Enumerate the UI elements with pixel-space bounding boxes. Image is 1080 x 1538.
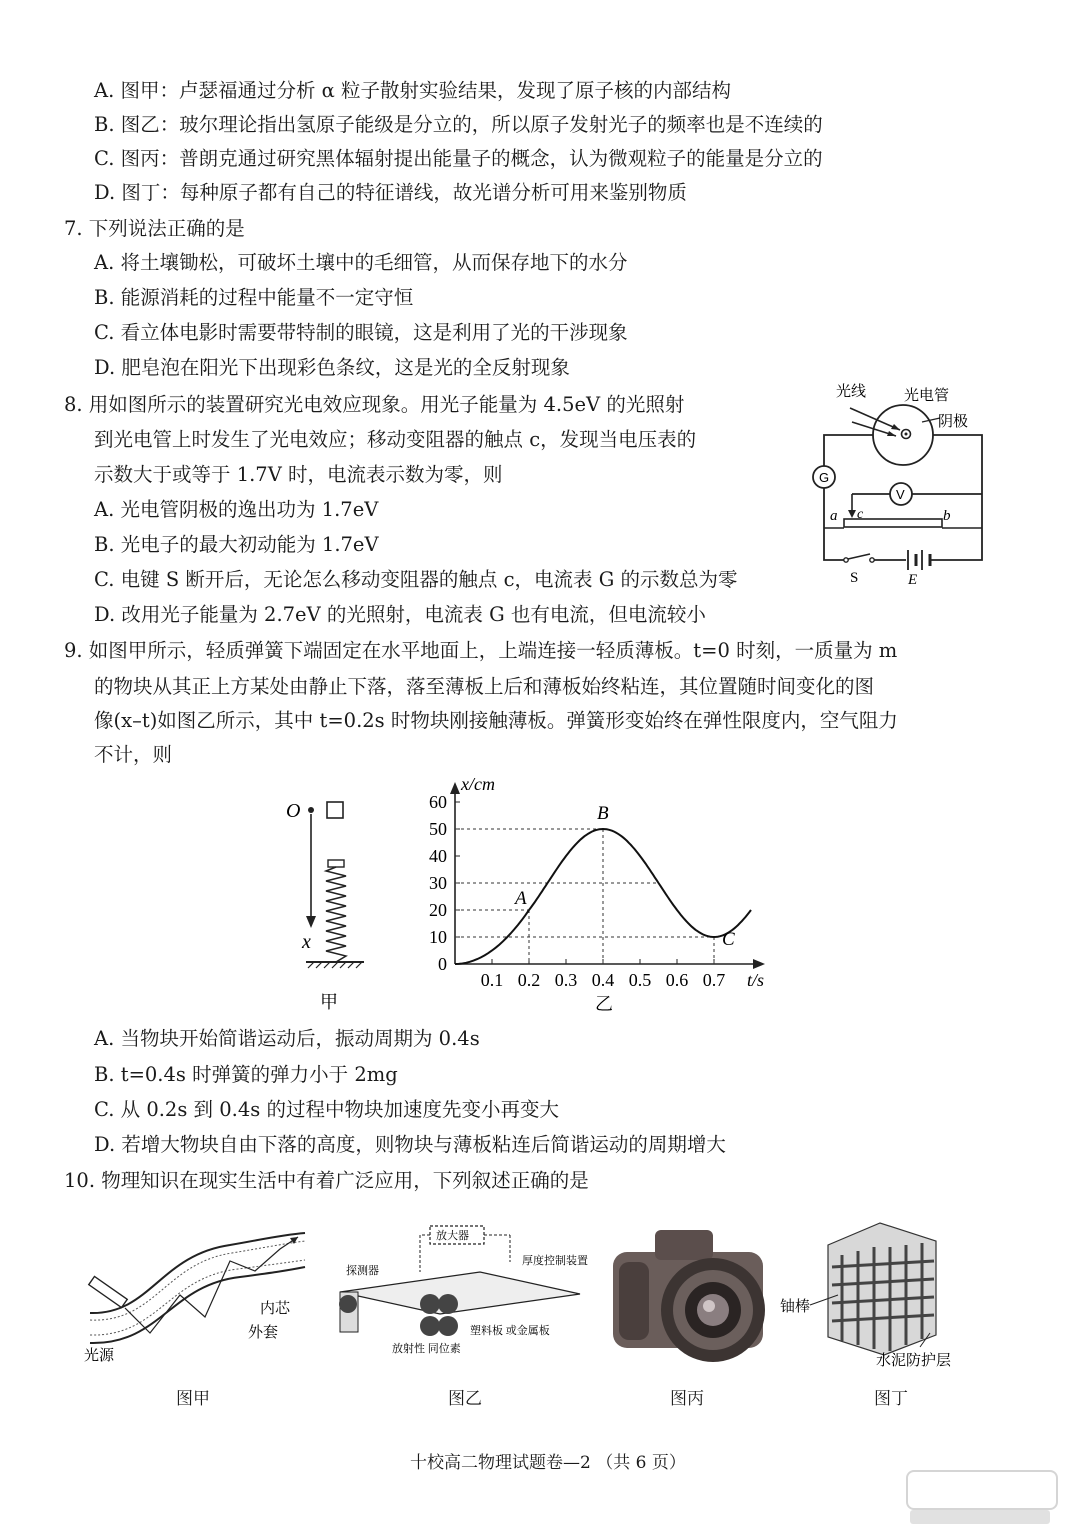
label-plate: 塑料板 或金属板 bbox=[470, 1325, 550, 1337]
point-label-A: A bbox=[515, 888, 527, 909]
optical-fiber-figure bbox=[80, 1225, 320, 1365]
point-label-C: C bbox=[722, 929, 735, 950]
x-tick-label: 0.1 bbox=[480, 970, 504, 990]
y-tick-label: 0 bbox=[438, 954, 447, 974]
label-S: S bbox=[850, 570, 859, 586]
caption-fig-yi: 图乙 bbox=[448, 1389, 482, 1409]
y-axis-arrow bbox=[450, 782, 460, 794]
q6-option-c: C. 图丙：普朗克通过研究黑体辐射提出能量子的概念，认为微观粒子的能量是分立的 bbox=[94, 147, 823, 170]
point-label-B: B bbox=[597, 803, 609, 824]
watermark-logo bbox=[900, 1470, 1060, 1530]
label-uranium-rod: 铀棒 bbox=[780, 1299, 811, 1315]
caption-fig-bing: 图丙 bbox=[670, 1389, 704, 1409]
q8-stem-line2: 到光电管上时发生了光电效应；移动变阻器的触点 c，发现当电压表的 bbox=[94, 428, 697, 451]
x-axis-label: t/s bbox=[747, 970, 765, 990]
label-G: G bbox=[819, 470, 830, 485]
label-V: V bbox=[896, 487, 905, 502]
page-footer: 十校高二物理试题卷—2 （共 6 页） bbox=[410, 1453, 686, 1473]
x-tick-label: 0.2 bbox=[517, 970, 541, 990]
q8-option-d: D. 改用光子能量为 2.7eV 的光照射，电流表 G 也有电流，但电流较小 bbox=[94, 603, 706, 626]
q7-option-d: D. 肥皂泡在阳光下出现彩色条纹，这是光的全反射现象 bbox=[94, 356, 570, 379]
label-O: O bbox=[286, 800, 301, 822]
q10-stem: 10. 物理知识在现实生活中有着广泛应用，下列叙述正确的是 bbox=[64, 1169, 589, 1192]
label-cathode: 阴极 bbox=[938, 414, 969, 430]
q8-stem-line1: 8. 用如图所示的装置研究光电效应现象。用光子能量为 4.5eV 的光照射 bbox=[64, 393, 685, 416]
q9-option-d: D. 若增大物块自由下落的高度，则物块与薄板粘连后简谐运动的周期增大 bbox=[94, 1133, 726, 1156]
y-tick-label: 50 bbox=[429, 819, 447, 839]
label-concrete-shield: 水泥防护层 bbox=[876, 1353, 952, 1369]
y-tick-label: 40 bbox=[429, 846, 447, 866]
reactor-figure bbox=[780, 1215, 1000, 1370]
label-light-source: 光源 bbox=[84, 1348, 115, 1364]
photoelectric-circuit bbox=[800, 378, 990, 588]
caption-jia: 甲 bbox=[320, 992, 338, 1012]
caption-fig-ding: 图丁 bbox=[874, 1389, 908, 1409]
q8-option-c: C. 电键 S 断开后，无论怎么移动变阻器的触点 c，电流表 G 的示数总为零 bbox=[94, 568, 738, 591]
q6-option-b: B. 图乙：玻尔理论指出氢原子能级是分立的，所以原子发射光子的频率也是不连续的 bbox=[94, 113, 823, 136]
x-tick-label: 0.3 bbox=[554, 970, 578, 990]
label-E: E bbox=[908, 572, 918, 588]
label-amplifier: 放大器 bbox=[436, 1230, 469, 1242]
x-tick-label: 0.5 bbox=[628, 970, 652, 990]
q7-option-b: B. 能源消耗的过程中能量不一定守恒 bbox=[94, 286, 414, 309]
y-tick-label: 60 bbox=[429, 792, 447, 812]
caption-fig-jia: 图甲 bbox=[176, 1389, 210, 1409]
x-t-chart bbox=[415, 770, 795, 1020]
y-axis-label: x/cm bbox=[461, 774, 495, 794]
q9-stem-line1: 9. 如图甲所示，轻质弹簧下端固定在水平地面上，上端连接一轻质薄板。t=0 时刻，一质量为 m bbox=[64, 639, 898, 662]
label-detector: 探测器 bbox=[346, 1265, 379, 1277]
thickness-gauge-figure bbox=[330, 1222, 610, 1372]
q7-stem: 7. 下列说法正确的是 bbox=[64, 217, 245, 240]
camera-figure bbox=[605, 1218, 775, 1368]
label-a: a bbox=[830, 508, 838, 524]
y-tick-label: 20 bbox=[429, 900, 447, 920]
spring bbox=[326, 867, 346, 962]
label-b: b bbox=[943, 508, 951, 524]
chart-caption: 乙 bbox=[595, 994, 613, 1014]
block bbox=[327, 802, 343, 818]
q9-stem-line3: 像(x–t)如图乙所示，其中 t=0.2s 时物块刚接触薄板。弹簧形变始终在弹性限度内，空气阻力 bbox=[94, 709, 898, 732]
phototube bbox=[873, 405, 933, 465]
label-thickness-control: 厚度控制装置 bbox=[522, 1255, 588, 1267]
q9-option-b: B. t=0.4s 时弹簧的弹力小于 2mg bbox=[94, 1063, 398, 1086]
x-tick-label: 0.4 bbox=[591, 970, 615, 990]
label-isotope: 放射性 同位素 bbox=[392, 1343, 461, 1355]
x-tick-label: 0.6 bbox=[665, 970, 689, 990]
label-light: 光线 bbox=[836, 384, 867, 400]
label-tube: 光电管 bbox=[904, 388, 950, 404]
plate bbox=[328, 860, 344, 867]
q9-option-a: A. 当物块开始简谐运动后，振动周期为 0.4s bbox=[94, 1027, 480, 1050]
label-cladding: 外套 bbox=[248, 1325, 279, 1341]
q9-stem-line4: 不计，则 bbox=[94, 743, 173, 766]
y-tick-label: 30 bbox=[429, 873, 447, 893]
q6-option-d: D. 图丁：每种原子都有自己的特征谱线，故光谱分析可用来鉴别物质 bbox=[94, 181, 687, 204]
y-tick-label: 10 bbox=[429, 927, 447, 947]
q8-option-a: A. 光电管阴极的逸出功为 1.7eV bbox=[94, 498, 379, 521]
label-c: c bbox=[857, 507, 864, 522]
q6-option-a: A. 图甲：卢瑟福通过分析 α 粒子散射实验结果，发现了原子核的内部结构 bbox=[94, 79, 732, 102]
x-tick-label: 0.7 bbox=[702, 970, 726, 990]
q7-option-c: C. 看立体电影时需要带特制的眼镜，这是利用了光的干涉现象 bbox=[94, 321, 628, 344]
q8-stem-line3: 示数大于或等于 1.7V 时，电流表示数为零，则 bbox=[94, 463, 503, 486]
q9-stem-line2: 的物块从其正上方某处由静止下落，落至薄板上后和薄板始终粘连，其位置随时间变化的图 bbox=[94, 675, 875, 698]
label-core: 内芯 bbox=[260, 1301, 291, 1317]
label-x: x bbox=[302, 931, 311, 953]
q7-option-a: A. 将土壤锄松，可破坏土壤中的毛细管，从而保存地下的水分 bbox=[94, 251, 628, 274]
q8-option-b: B. 光电子的最大初动能为 1.7eV bbox=[94, 533, 379, 556]
q9-option-c: C. 从 0.2s 到 0.4s 的过程中物块加速度先变小再变大 bbox=[94, 1098, 559, 1121]
x-axis-arrow bbox=[753, 959, 765, 969]
spring-figure bbox=[280, 790, 390, 1020]
